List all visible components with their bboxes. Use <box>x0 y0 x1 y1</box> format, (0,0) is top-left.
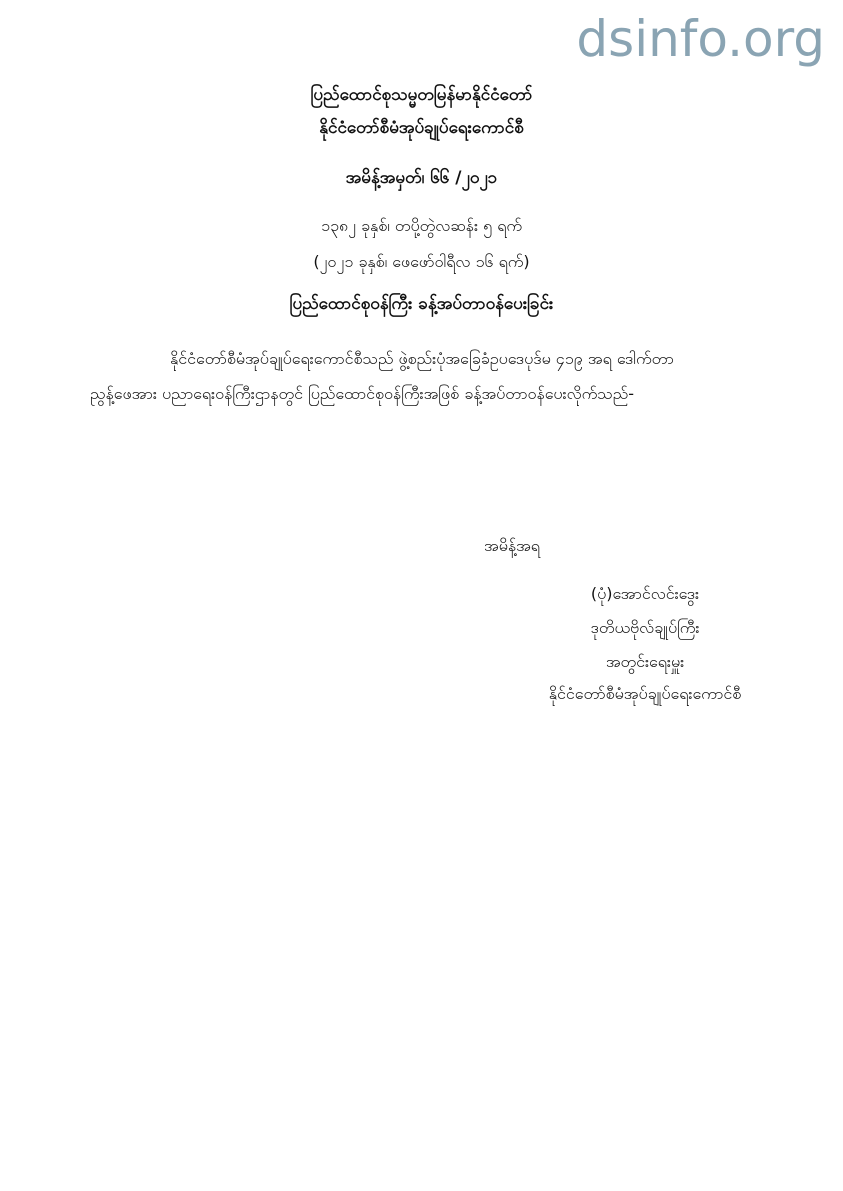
signature-title: အတွင်းရေးမှူး <box>605 652 685 671</box>
signature-rank: ဒုတိယဗိုလ်ချုပ်ကြီး <box>590 618 700 637</box>
body-line-2: ညွန့်ဖေအား ပညာရေးဝန်ကြီးဌာနတွင် ပြည်ထောင်စုဝန်ကြီးအဖြစ် ခန့်အပ်တာဝန်ပေးလိုက်သည်- <box>90 384 634 403</box>
header-country: ပြည်ထောင်စုသမ္မတမြန်မာနိုင်ငံတော် <box>310 85 533 105</box>
header-council: နိုင်ငံတော်စီမံအုပ်ချုပ်ရေးကောင်စီ <box>319 118 524 138</box>
order-subject: ပြည်ထောင်စုဝန်ကြီး ခန့်အပ်တာဝန်ပေးခြင်း <box>289 294 554 314</box>
watermark: dsinfo.org <box>576 10 825 68</box>
signature-by-order: အမိန့်အရ <box>484 536 540 555</box>
signature-name: (ပုံ)အောင်လင်းဒွေး <box>590 584 700 603</box>
signature-organization: နိုင်ငံတော်စီမံအုပ်ချုပ်ရေးကောင်စီ <box>548 684 742 703</box>
order-date-myanmar: ၁၃၈၂ ခုနှစ်၊ တပို့တွဲလဆန်း ၅ ရက် <box>320 216 523 235</box>
body-line-1: နိုင်ငံတော်စီမံအုပ်ချုပ်ရေးကောင်စီသည် ဖွဲ့စည်းပုံအခြေခံဥပဒေပုဒ်မ ၄၁၉ အရ ဒေါက်တာ <box>170 349 674 368</box>
order-date-gregorian: (၂၀၂၁ ခုနှစ်၊ ဖေဖော်ဝါရီလ ၁၆ ရက်) <box>313 252 530 271</box>
order-number: အမိန့်အမှတ်၊ ၆၆ /၂၀၂၁ <box>345 168 498 188</box>
